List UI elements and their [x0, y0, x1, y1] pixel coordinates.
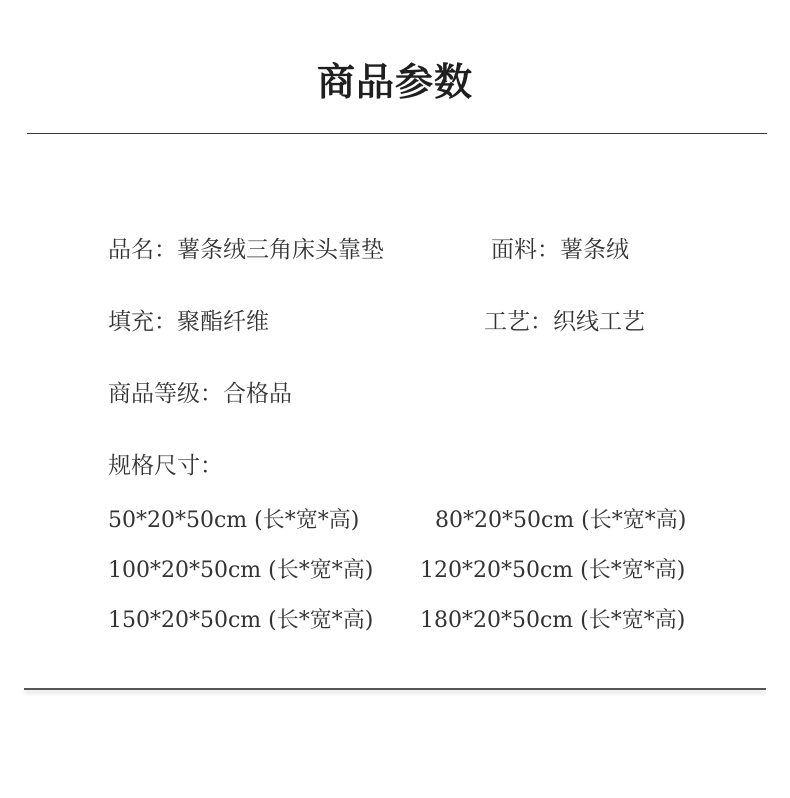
size-item: 100*20*50cm (长*宽*高) — [108, 558, 374, 583]
size-item: 120*20*50cm (长*宽*高) — [420, 558, 686, 583]
size-item: 180*20*50cm (长*宽*高) — [420, 608, 686, 633]
page-title: 商品参数 — [316, 60, 473, 104]
bottom-divider — [24, 688, 766, 690]
param-fabric: 面料：薯条绒 — [491, 237, 629, 263]
size-item: 80*20*50cm (长*宽*高) — [435, 508, 687, 533]
spec-label: 规格尺寸： — [108, 453, 223, 479]
top-divider — [27, 133, 767, 134]
param-craft: 工艺：织线工艺 — [484, 309, 645, 335]
param-grade: 商品等级：合格品 — [108, 381, 292, 407]
param-name: 品名：薯条绒三角床头靠垫 — [108, 237, 384, 263]
param-filling: 填充：聚酯纤维 — [108, 309, 269, 335]
size-item: 150*20*50cm (长*宽*高) — [108, 608, 374, 633]
size-item: 50*20*50cm (长*宽*高) — [108, 508, 360, 533]
